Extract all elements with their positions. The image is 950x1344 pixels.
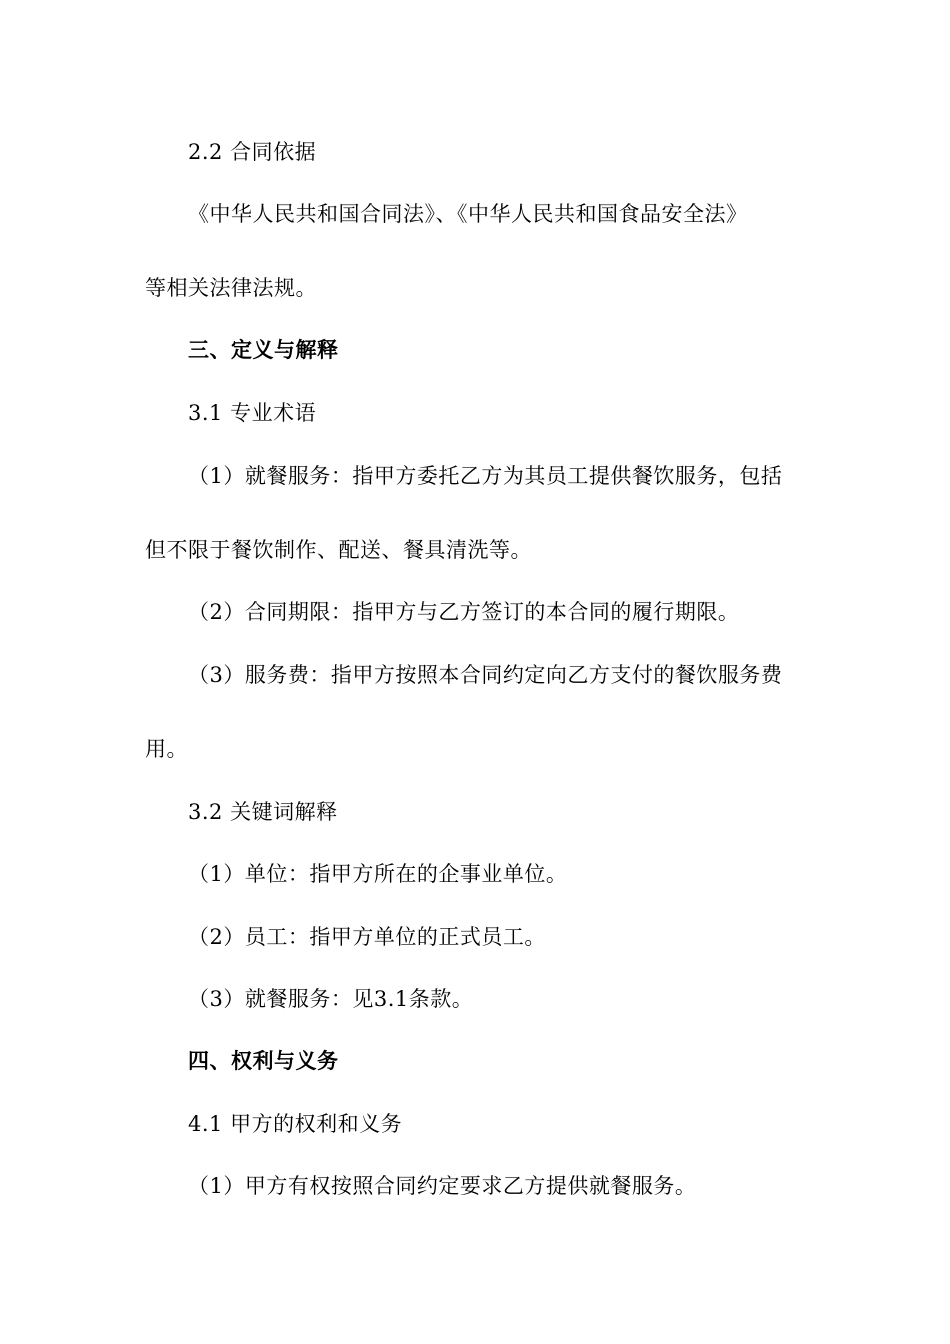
list-item: （1）就餐服务：指甲方委托乙方为其员工提供餐饮服务，包括 [188, 464, 783, 488]
list-item: （1）甲方有权按照合同约定要求乙方提供就餐服务。 [188, 1174, 697, 1198]
list-item: （3）服务费：指甲方按照本合同约定向乙方支付的餐饮服务费 [188, 663, 783, 687]
section-heading-4: 四、权利与义务 [188, 1049, 339, 1073]
list-item: （2）员工：指甲方单位的正式员工。 [188, 925, 546, 949]
paragraph-line: 用。 [145, 737, 188, 761]
section-heading-3: 三、定义与解释 [188, 338, 339, 362]
subsection-heading-2-2: 2.2 合同依据 [188, 140, 317, 164]
subsection-heading-3-1: 3.1 专业术语 [188, 401, 317, 425]
paragraph-line: 《中华人民共和国合同法》、《中华人民共和国食品安全法》 [188, 202, 748, 226]
subsection-heading-3-2: 3.2 关键词解释 [188, 800, 338, 824]
list-item: （2）合同期限：指甲方与乙方签订的本合同的履行期限。 [188, 600, 740, 624]
paragraph-line: 但不限于餐饮制作、配送、餐具清洗等。 [145, 538, 532, 562]
list-item: （1）单位：指甲方所在的企事业单位。 [188, 862, 568, 886]
subsection-heading-4-1: 4.1 甲方的权利和义务 [188, 1112, 403, 1136]
list-item: （3）就餐服务：见3.1条款。 [188, 987, 474, 1011]
paragraph-line: 等相关法律法规。 [145, 276, 317, 300]
